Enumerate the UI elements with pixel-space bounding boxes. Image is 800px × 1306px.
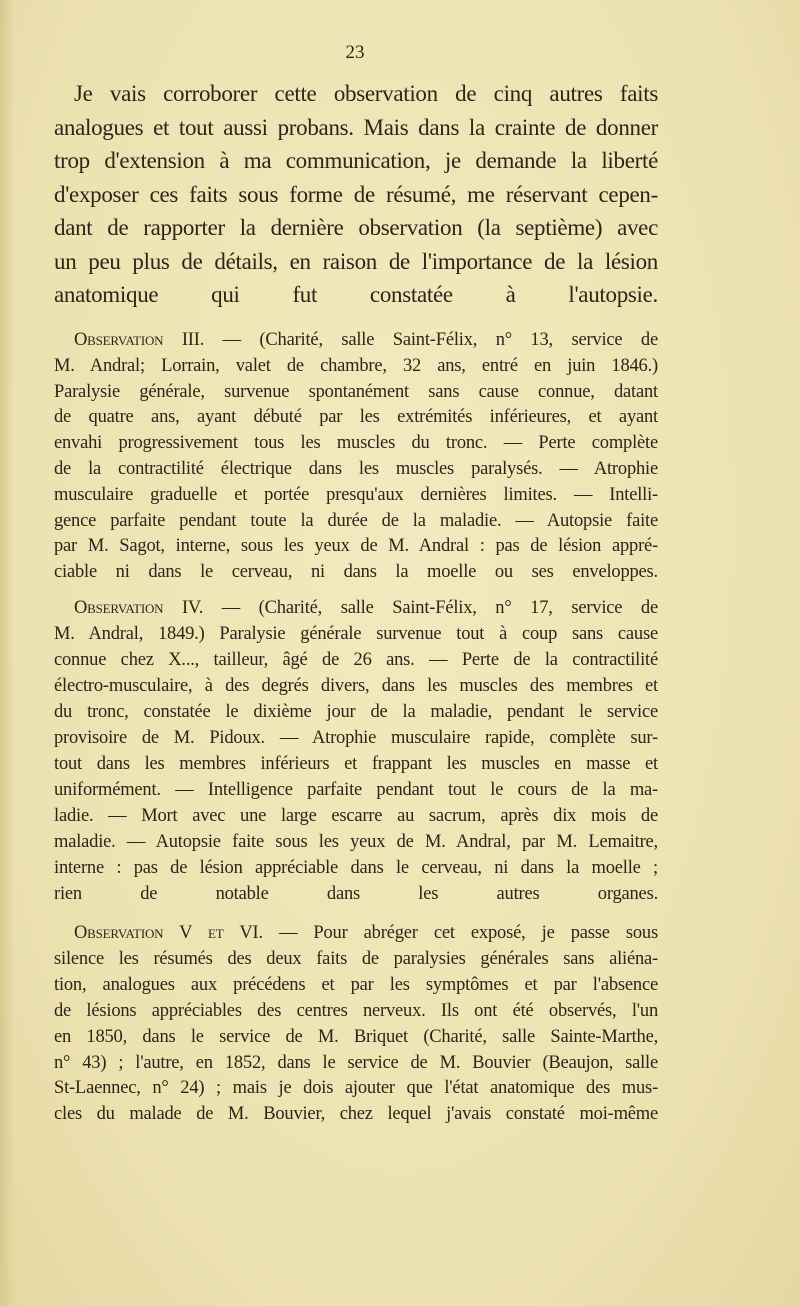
intro-line: dant de rapporter la dernière observation (la septième) avec	[54, 215, 658, 240]
observation-heading-line	[54, 328, 658, 352]
observation-line: électro-musculaire, à des degrés divers, dans les muscles des membres et	[54, 676, 658, 696]
observation-line: silence les résumés des deux faits de paralysies générales sans aliéna-	[54, 948, 658, 969]
observation-line: tion, analogues aux précédens et par les symptômes et par l'absence	[54, 974, 658, 995]
observation-line: de la contractilité électrique dans les muscles paralysés. — Atrophie	[54, 459, 658, 479]
observation-line: provisoire de M. Pidoux. — Atrophie musculaire rapide, complète sur-	[54, 728, 658, 748]
observation-line: envahi progressivement tous les muscles du tronc. — Perte complète	[54, 433, 658, 454]
intro-line: un peu plus de détails, en raison de l'importance de la lésion	[54, 248, 658, 274]
intro-line: Je vais corroborer cette observation de cinq autres faits	[74, 81, 658, 106]
observation-line: M. Andral; Lorrain, valet de chambre, 32 ans, entré en juin 1846.)	[54, 355, 658, 376]
page-number: 23	[345, 42, 365, 63]
observation-line: par M. Sagot, interne, sous les yeux de M. Andral : pas de lésion appré-	[54, 536, 658, 557]
observation-line: n° 43) ; l'autre, en 1852, dans le service de M. Bouvier (Beaujon, salle	[54, 1052, 658, 1073]
observation-line: connue chez X..., tailleur, âgé de 26 ans. — Perte de la contractilité	[54, 650, 658, 670]
observation-line: interne : pas de lésion appréciable dans le cerveau, ni dans la moelle ;	[54, 858, 658, 878]
observation-line: en 1850, dans le service de M. Briquet (Charité, salle Sainte-Marthe,	[54, 1026, 658, 1047]
observation-line: ladie. — Mort avec une large escarre au sacrum, après dix mois de	[54, 806, 658, 826]
observation-line: de lésions appréciables des centres nerveux. Ils ont été observés, l'un	[54, 1000, 658, 1021]
observation-line: cles du malade de M. Bouvier, chez lequel j'avais constaté moi-même	[54, 1104, 658, 1125]
observation-line: M. Andral, 1849.) Paralysie générale survenue tout à coup sans cause	[54, 624, 658, 644]
observation-text: — (Charité, salle Saint-Félix, n° 17, service de	[203, 598, 658, 618]
observation-line: de quatre ans, ayant débuté par les extrémités inférieures, et ayant	[54, 407, 658, 428]
observation-line: Paralysie générale, survenue spontanément sans cause connue, datant	[54, 381, 658, 402]
intro-line: anatomique qui fut constatée à l'autopsie.	[54, 282, 658, 307]
observation-line: tout dans les membres inférieurs et frappant les muscles en masse et	[54, 754, 658, 774]
intro-line: trop d'extension à ma communication, je demande la liberté	[54, 148, 658, 173]
observation-text: — Pour abréger cet exposé, je passe sous	[262, 923, 658, 943]
observation-line: rien de notable dans les autres organes.	[54, 884, 658, 904]
observation-line: du tronc, constatée le dixième jour de la maladie, pendant le service	[54, 702, 658, 722]
observation-heading-line	[54, 596, 658, 620]
observation-heading: Observation V et VI.	[74, 923, 263, 943]
observation-text: — (Charité, salle Saint-Félix, n° 13, service de	[204, 330, 658, 350]
observation-heading-line	[54, 921, 658, 945]
observation-line: uniformément. — Intelligence parfaite pendant tout le cours de la ma-	[54, 780, 658, 800]
observation-line: maladie. — Autopsie faite sous les yeux de M. Andral, par M. Lemaitre,	[54, 832, 658, 852]
observation-line: gence parfaite pendant toute la durée de la maladie. — Autopsie faite	[54, 510, 658, 531]
observation-heading: Observation IV.	[74, 598, 204, 618]
intro-line: analogues et tout aussi probans. Mais dans la crainte de donner	[54, 114, 658, 140]
observation-heading: Observation III.	[74, 330, 205, 350]
page-edge-shadow	[0, 0, 14, 1306]
observation-line: musculaire graduelle et portée presqu'aux dernières limites. — Intelli-	[54, 484, 658, 505]
observation-line: St-Laennec, n° 24) ; mais je dois ajouter que l'état anatomique des mus-	[54, 1078, 658, 1099]
observation-line: ciable ni dans le cerveau, ni dans la moelle ou ses enveloppes.	[54, 562, 658, 583]
intro-line: d'exposer ces faits sous forme de résumé, me réservant cepen-	[54, 181, 658, 207]
